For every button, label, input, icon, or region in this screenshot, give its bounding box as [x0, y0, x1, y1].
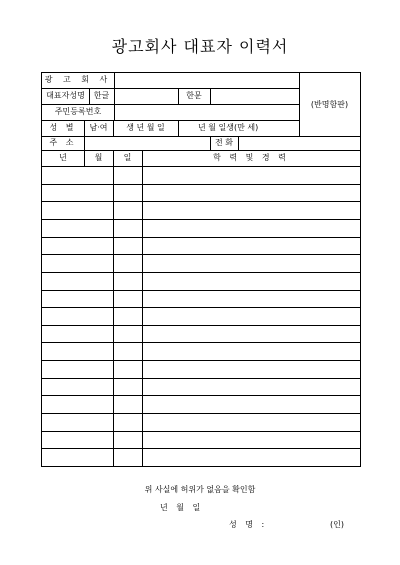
rule	[42, 166, 360, 167]
birth-value: 년 월 일생(만 세)	[198, 123, 259, 132]
rule	[42, 104, 299, 105]
seal-mark: (인)	[330, 520, 344, 529]
hanja-label: 한문	[186, 91, 202, 100]
table-row	[42, 448, 360, 449]
table-row	[42, 360, 360, 361]
gender-label: 성 별	[49, 123, 77, 132]
rule	[114, 88, 115, 104]
rule	[42, 136, 360, 137]
rule	[114, 72, 115, 88]
table-row	[42, 395, 360, 396]
table-row	[42, 272, 360, 273]
rule	[238, 136, 239, 150]
rule	[210, 88, 211, 104]
table-row	[42, 237, 360, 238]
rule	[113, 150, 114, 467]
gender-options: 남·여	[89, 123, 108, 132]
table-row	[42, 307, 360, 308]
table-row	[42, 466, 360, 467]
table-row	[42, 290, 360, 291]
confirm-statement: 위 사실에 허위가 없음을 확인함	[144, 485, 256, 494]
form-title: 광고회사 대표자 이력서	[111, 37, 289, 56]
resident-no-label: 주민등록번호	[54, 107, 102, 116]
rule	[42, 72, 360, 73]
table-row	[42, 184, 360, 185]
rule	[42, 120, 299, 121]
career-header: 학 력 및 경 력	[213, 153, 289, 162]
month-header: 월	[94, 153, 103, 162]
rep-name-label: 대표자성명	[46, 91, 85, 100]
birth-date-label: 생 년 월 일	[126, 123, 165, 132]
table-row	[42, 254, 360, 255]
table-row	[42, 201, 360, 202]
table-row	[42, 378, 360, 379]
address-label: 주 소	[49, 138, 77, 147]
day-header: 일	[123, 153, 132, 162]
phone-label: 전 화	[215, 138, 233, 147]
table-row	[42, 413, 360, 414]
rule	[360, 72, 361, 467]
rule	[114, 104, 115, 120]
year-header: 년	[59, 153, 67, 162]
rule	[178, 120, 179, 136]
table-row	[42, 325, 360, 326]
rule	[42, 150, 360, 151]
photo-placeholder: (반명함판)	[310, 100, 349, 109]
company-label: 광 고 회 사	[44, 75, 112, 84]
sign-date: 년 월 일	[160, 503, 204, 512]
hangul-label: 한글	[93, 91, 110, 100]
rule	[142, 150, 143, 467]
table-row	[42, 431, 360, 432]
signer-label: 성 명 :	[229, 520, 268, 529]
table-row	[42, 342, 360, 343]
table-row	[42, 219, 360, 220]
rule	[42, 88, 299, 89]
